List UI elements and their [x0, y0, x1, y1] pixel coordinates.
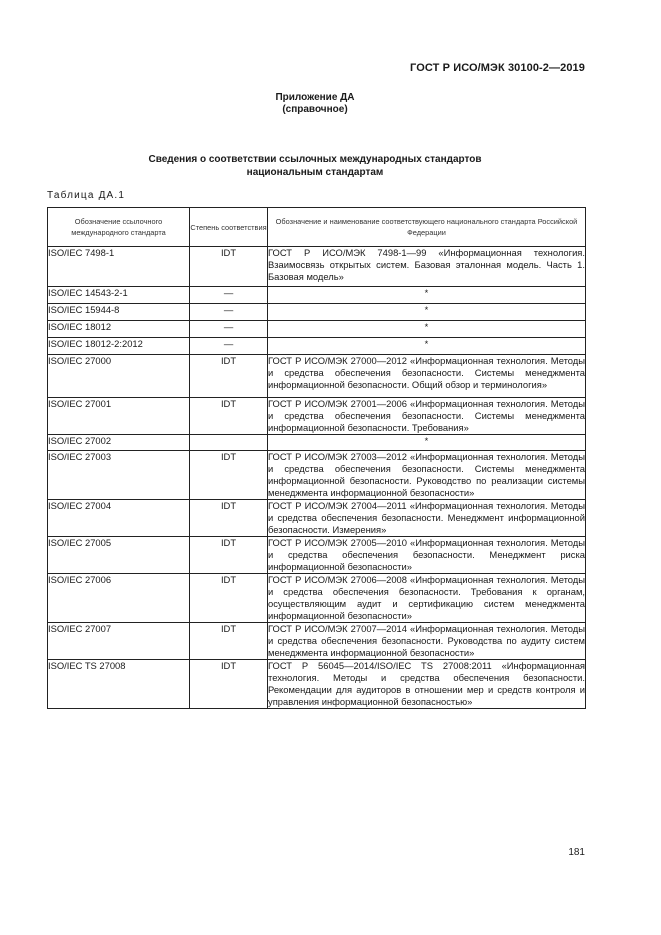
document-header: ГОСТ Р ИСО/МЭК 30100-2—2019 [410, 62, 585, 74]
national-cell: ГОСТ Р 56045—2014/ISO/IEC TS 27008:2011 «Информационная технология. Методы и средства обеспечения безопасности. Рекомендации для аудиторов в отношении мер и средств контроля и управления информационной безопасностью» [268, 660, 585, 707]
degree-cell: IDT [190, 660, 268, 709]
appendix-title: Приложение ДА [275, 92, 355, 103]
degree-cell: IDT [190, 623, 268, 660]
national-cell: ГОСТ Р ИСО/МЭК 27001—2006 «Информационная технология. Методы и средства обеспечения безопасности. Системы менеджмента информационной безопасности. Требования» [268, 398, 585, 433]
ref-cell: ISO/IEC 27002 [48, 435, 190, 451]
degree-cell: IDT [190, 451, 268, 500]
appendix-heading [0, 92, 630, 116]
table-caption: Таблица ДА.1 [47, 190, 126, 201]
national-cell: ГОСТ Р ИСО/МЭК 27005—2010 «Информационная технология. Методы и средства обеспечения безопасности. Менеджмент риска информационной безопасности» [268, 537, 585, 572]
national-cell: ГОСТ Р ИСО/МЭК 27004—2011 «Информационная технология. Методы и средства обеспечения безопасности. Менеджмент информационной безопасности. Измерения» [268, 500, 585, 535]
appendix-subtitle: (справочное) [282, 104, 348, 115]
section-title [0, 153, 630, 179]
ref-cell: ISO/IEC 27000 [48, 355, 190, 398]
header-degree: Степень соответствия [190, 208, 268, 247]
degree-cell: — [190, 304, 268, 321]
header-ref-standard: Обозначение ссылочного международного стандарта [48, 208, 190, 247]
national-cell: * [268, 304, 586, 321]
table-row [48, 338, 586, 355]
ref-cell: ISO/IEC 27005 [48, 537, 190, 574]
degree-cell: IDT [190, 398, 268, 435]
national-cell: * [268, 321, 586, 338]
ref-cell: ISO/IEC 18012-2:2012 [48, 338, 190, 355]
degree-cell: IDT [190, 574, 268, 623]
section-title-line2: национальным стандартам [246, 167, 384, 178]
table-header-row [48, 208, 586, 247]
degree-cell: IDT [190, 537, 268, 574]
correspondence-table [47, 207, 586, 709]
table-row [48, 435, 586, 451]
ref-cell: ISO/IEC 27003 [48, 451, 190, 500]
ref-cell: ISO/IEC TS 27008 [48, 660, 190, 709]
table-row [48, 398, 586, 435]
national-cell: ГОСТ Р ИСО/МЭК 27006—2008 «Информационная технология. Методы и средства обеспечения безопасности. Требования к органам, осуществляющим аудит и сертификацию систем менеджмента информационной безопасности» [268, 574, 585, 621]
table-row [48, 451, 586, 500]
national-cell: * [268, 287, 586, 304]
national-cell: ГОСТ Р ИСО/МЭК 7498-1—99 «Информационная технология. Взаимосвязь открытых систем. Базовая эталонная модель. Часть 1. Базовая модель» [268, 247, 586, 287]
ref-cell: ISO/IEC 14543-2-1 [48, 287, 190, 304]
table-row [48, 304, 586, 321]
header-national-standard: Обозначение и наименование соответствующего национального стандарта Российской Федерации [268, 208, 586, 247]
table-row [48, 355, 586, 398]
national-cell: ГОСТ Р ИСО/МЭК 27003—2012 «Информационная технология. Методы и средства обеспечения безопасности. Системы менеджмента информационной безопасности. Руководство по реализации системы менеджмента информационной безопасности» [268, 451, 585, 498]
national-cell: ГОСТ Р ИСО/МЭК 27007—2014 «Информационная технология. Методы и средства обеспечения безопасности. Руководства по аудиту систем менеджмента информационной безопасности» [268, 623, 585, 658]
section-title-line1: Сведения о соответствии ссылочных международных стандартов [148, 154, 482, 165]
table-row [48, 287, 586, 304]
ref-cell: ISO/IEC 27007 [48, 623, 190, 660]
national-cell: * [268, 435, 586, 451]
ref-cell: ISO/IEC 27004 [48, 500, 190, 537]
table-row [48, 537, 586, 574]
national-cell: ГОСТ Р ИСО/МЭК 27000—2012 «Информационная технология. Методы и средства обеспечения безопасности. Системы менеджмента информационной безопасности. Общий обзор и терминология» [268, 355, 586, 398]
page-number: 181 [568, 847, 585, 858]
degree-cell [190, 435, 268, 451]
degree-cell: — [190, 321, 268, 338]
ref-cell: ISO/IEC 15944-8 [48, 304, 190, 321]
degree-cell: IDT [190, 355, 268, 398]
table-row [48, 321, 586, 338]
degree-cell: — [190, 287, 268, 304]
table-row [48, 574, 586, 623]
table-row [48, 247, 586, 287]
ref-cell: ISO/IEC 18012 [48, 321, 190, 338]
ref-cell: ISO/IEC 27006 [48, 574, 190, 623]
ref-cell: ISO/IEC 27001 [48, 398, 190, 435]
table-row [48, 500, 586, 537]
degree-cell: IDT [190, 247, 268, 287]
national-cell: * [268, 338, 586, 355]
table-row [48, 623, 586, 660]
degree-cell: — [190, 338, 268, 355]
ref-cell: ISO/IEC 7498-1 [48, 247, 190, 287]
table-row [48, 660, 586, 709]
degree-cell: IDT [190, 500, 268, 537]
